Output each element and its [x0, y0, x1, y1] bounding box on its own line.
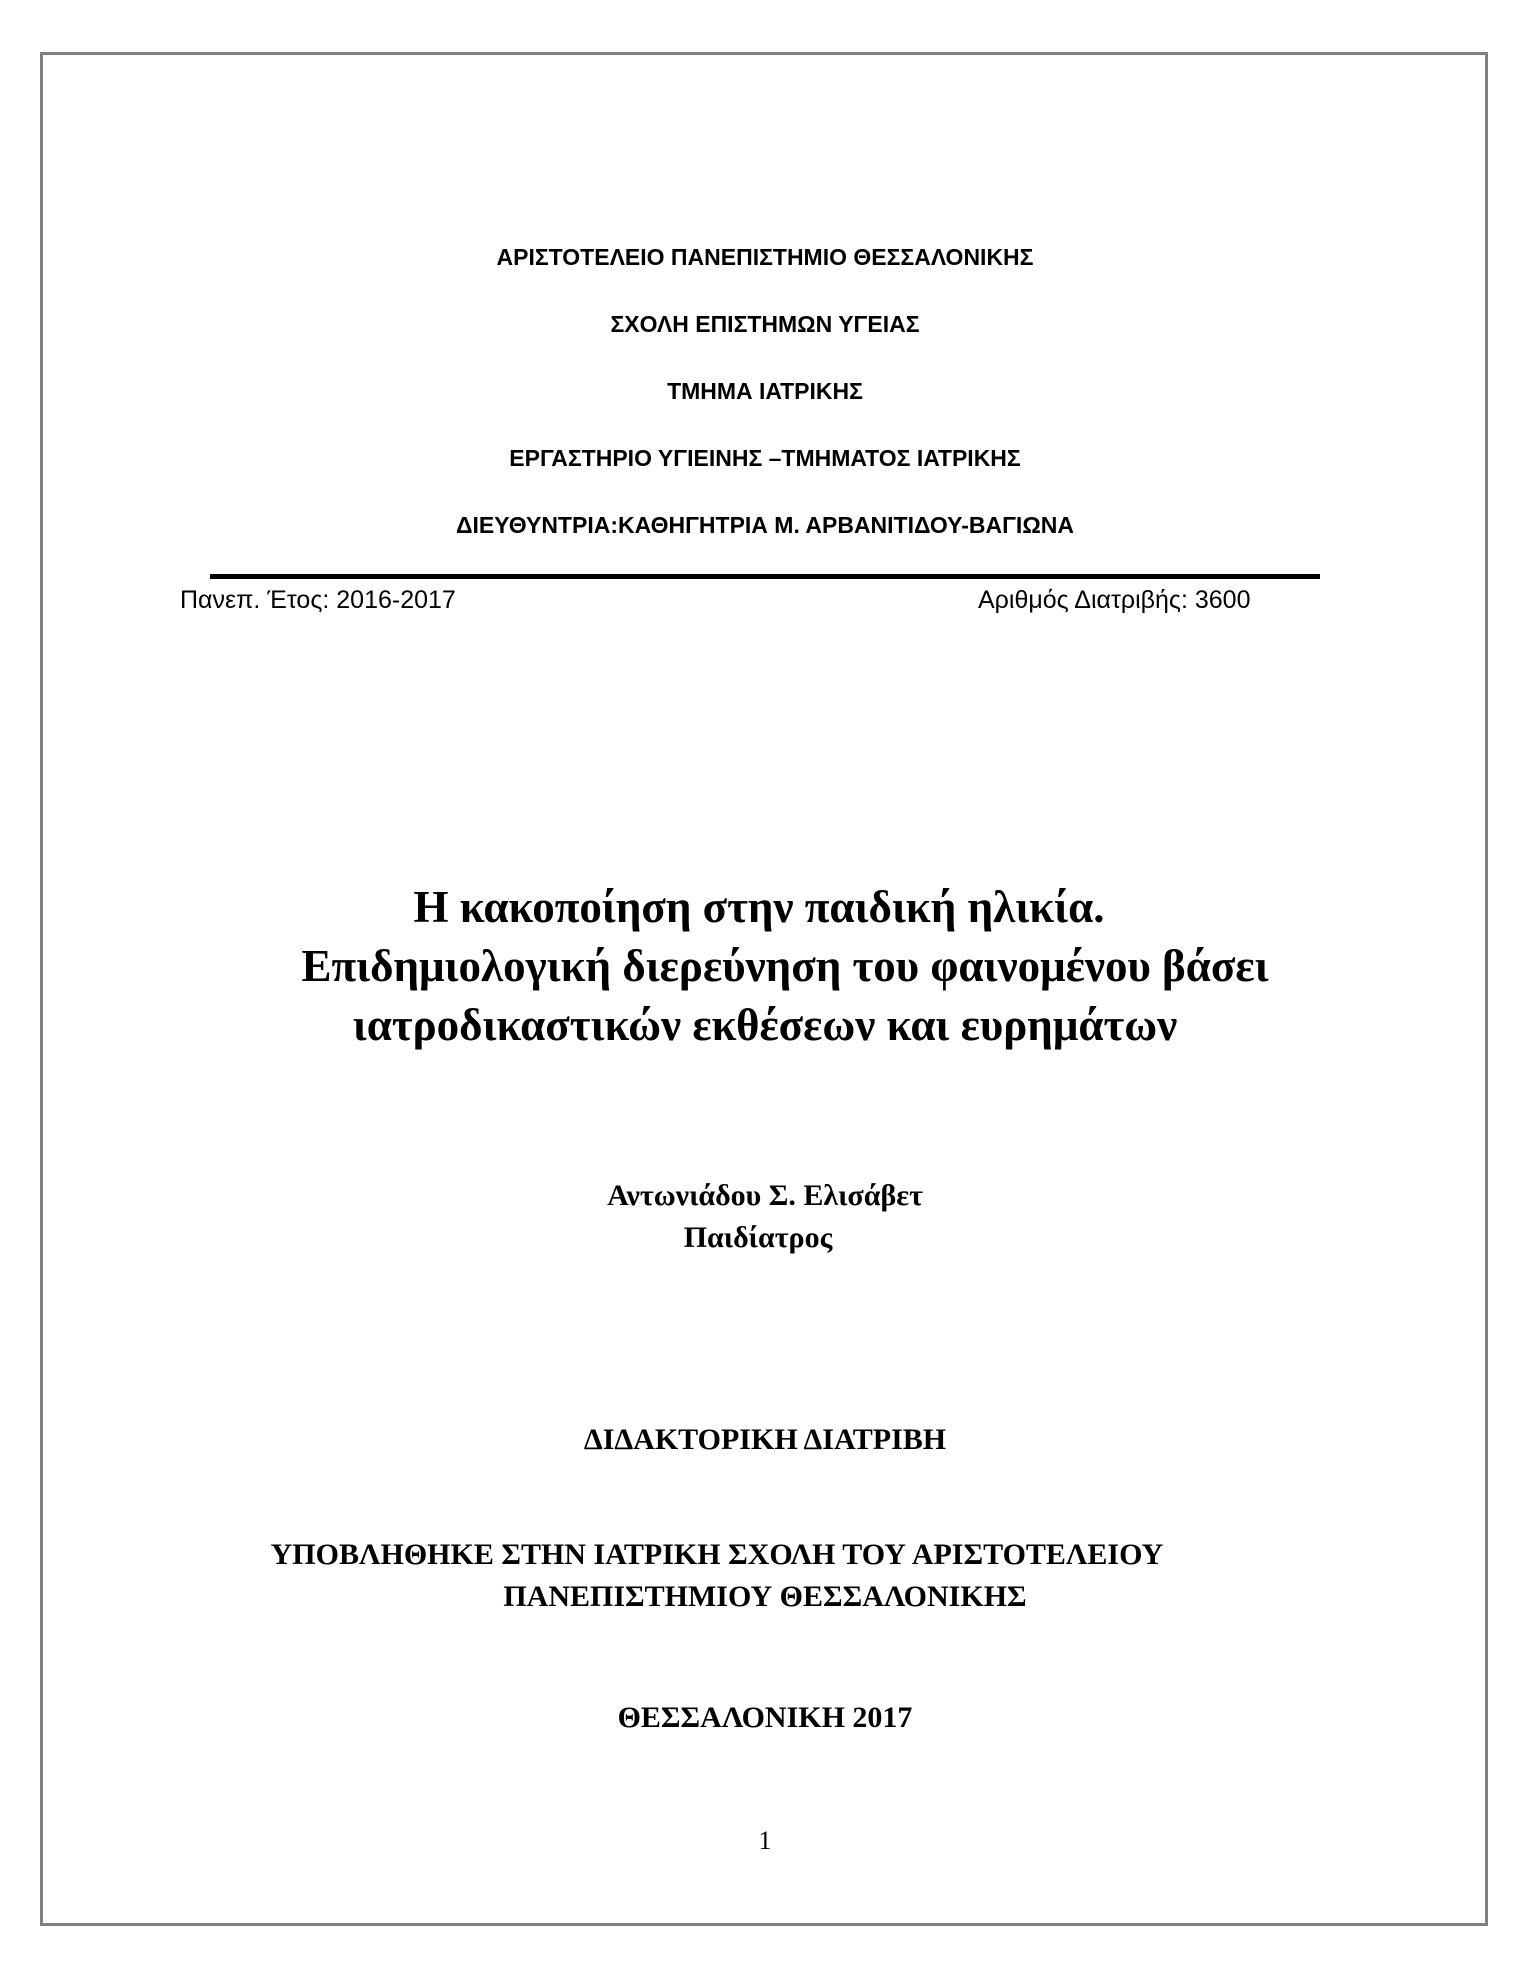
school-name: ΣΧΟΛΗ ΕΠΙΣΤΗΜΩΝ ΥΓΕΙΑΣ: [610, 311, 920, 337]
author-name: Αντωνιάδου Σ. Ελισάβετ: [607, 1179, 923, 1212]
title-line-3: ιατροδικαστικών εκθέσεων και ευρημάτων: [352, 1000, 1178, 1050]
thesis-number: Αριθμός Διατριβής: 3600: [978, 586, 1251, 614]
title-line-1: Η κακοποίηση στην παιδική ηλικία.: [413, 882, 1105, 932]
laboratory-name: ΕΡΓΑΣΤΗΡΙΟ ΥΓΙΕΙΝΗΣ –ΤΜΗΜΑΤΟΣ ΙΑΤΡΙΚΗΣ: [509, 445, 1021, 471]
title-line-2: Επιδημιολογική διερεύνηση του φαινομένου βάσει: [301, 941, 1269, 991]
academic-year: Πανεπ. Έτος: 2016-2017: [180, 586, 456, 614]
page-number: 1: [758, 1826, 772, 1855]
university-name: ΑΡΙΣΤΟΤΕΛΕΙΟ ΠΑΝΕΠΙΣΤΗΜΙΟ ΘΕΣΣΑΛΟΝΙΚΗΣ: [496, 244, 1034, 270]
submission-line-1: ΥΠΟΒΛΗΘΗΚΕ ΣΤΗΝ ΙΑΤΡΙΚΗ ΣΧΟΛΗ ΤΟΥ ΑΡΙΣΤΟΤΕΛΕΙΟΥ: [270, 1538, 1164, 1571]
author-profession: Παιδίατρος: [683, 1221, 833, 1254]
submission-line-2: ΠΑΝΕΠΙΣΤΗΜΙΟΥ ΘΕΣΣΑΛΟΝΙΚΗΣ: [503, 1580, 1027, 1613]
department-name: ΤΜΗΜΑ ΙΑΤΡΙΚΗΣ: [667, 378, 863, 404]
place-year: ΘΕΣΣΑΛΟΝΙΚΗ 2017: [617, 1701, 913, 1734]
header-divider: [210, 574, 1320, 579]
document-type: ΔΙΔΑΚΤΟΡΙΚΗ ΔΙΑΤΡΙΒΗ: [583, 1423, 947, 1456]
director-line: ΔΙΕΥΘΥΝΤΡΙΑ:ΚΑΘΗΓΗΤΡΙΑ Μ. ΑΡΒΑΝΙΤΙΔΟΥ-ΒΑΓΙΩΝΑ: [456, 512, 1074, 538]
